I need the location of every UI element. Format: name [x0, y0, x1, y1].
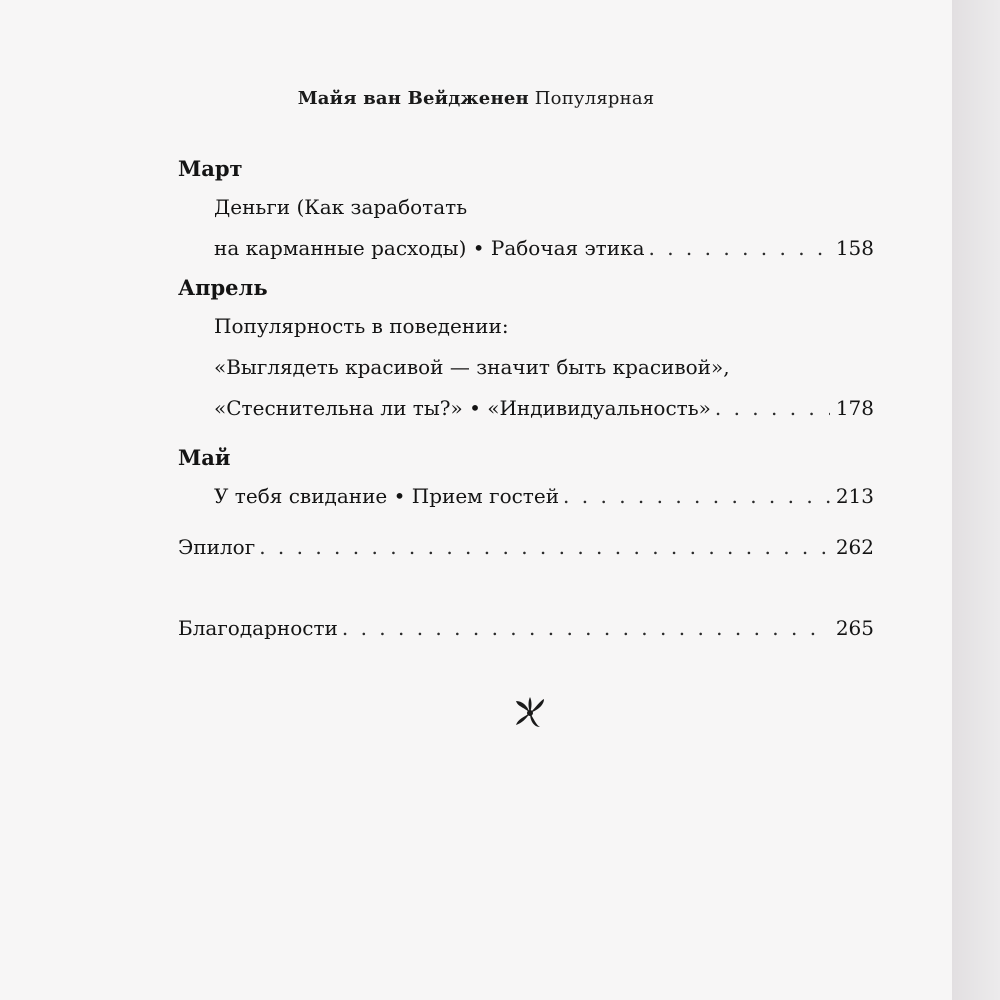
toc-month-april: Апрель	[178, 275, 268, 300]
toc-entry-text: Благодарности	[178, 616, 338, 640]
running-header	[0, 88, 952, 109]
header-author: Майя ван Вейдженен	[297, 88, 529, 109]
page-edge	[952, 0, 1000, 1000]
toc-entry-line: Популярность в поведении:	[214, 314, 509, 338]
dot-leader	[715, 388, 830, 429]
dot-leader	[259, 527, 830, 568]
toc-page-number: 262	[835, 535, 874, 559]
toc-entry-epilogue	[178, 527, 874, 568]
spacer	[178, 568, 874, 608]
toc-entry-row	[178, 388, 874, 429]
spacer	[178, 429, 874, 439]
header-title: Популярная	[534, 88, 655, 109]
dot-leader	[649, 228, 831, 269]
toc-entry-acknowledgements	[178, 608, 874, 649]
toc-month-may: Май	[178, 445, 231, 470]
toc-entry-text: У тебя свидание • Прием гостей	[214, 484, 560, 508]
table-of-contents	[178, 150, 874, 649]
toc-entry-line: Деньги (Как заработать	[214, 195, 468, 219]
dot-leader	[563, 476, 830, 517]
spacer	[178, 517, 874, 527]
toc-entry-row	[178, 476, 874, 517]
floral-ornament-icon	[510, 693, 550, 733]
toc-entry-line: «Выглядеть красивой — значит быть красивой»,	[214, 355, 730, 379]
toc-page-number: 265	[835, 616, 874, 640]
toc-entry-text: Эпилог	[178, 535, 256, 559]
toc-page-number: 213	[835, 484, 874, 508]
toc-page-number: 178	[835, 396, 874, 420]
toc-entry-text: «Стеснительна ли ты?» • «Индивидуальность»	[214, 396, 711, 420]
toc-month-march: Март	[178, 156, 243, 181]
toc-page-number: 158	[835, 236, 874, 260]
toc-entry-row	[178, 228, 874, 269]
dot-leader	[342, 608, 830, 649]
toc-entry-text: на карманные расходы) • Рабочая этика	[214, 236, 645, 260]
